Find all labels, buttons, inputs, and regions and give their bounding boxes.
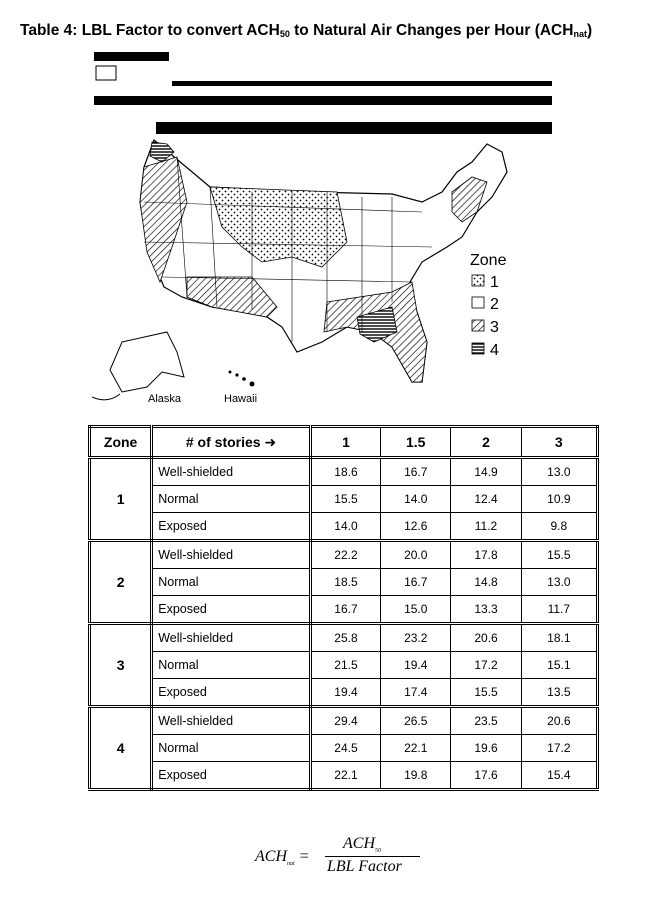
- factor-value-cell: 15.5: [451, 679, 521, 707]
- factor-value-cell: 22.1: [381, 735, 451, 762]
- alaska-label: Alaska: [148, 393, 182, 405]
- factor-value-cell: 21.5: [310, 652, 380, 679]
- stories-3-header: 3: [521, 427, 597, 458]
- formula-fraction-bar: [325, 856, 420, 857]
- factor-value-cell: 12.4: [451, 486, 521, 513]
- zone-legend: [470, 252, 507, 359]
- table-row: [90, 735, 598, 762]
- factor-value-cell: 17.2: [451, 652, 521, 679]
- exposure-cell: Exposed: [152, 679, 311, 707]
- factor-value-cell: 12.6: [381, 513, 451, 541]
- factor-value-cell: 19.6: [451, 735, 521, 762]
- factor-value-cell: 29.4: [310, 707, 380, 735]
- factor-value-cell: 11.2: [451, 513, 521, 541]
- zone-column-header: Zone: [90, 427, 152, 458]
- factor-value-cell: 22.2: [310, 541, 380, 569]
- alaska-shape: [110, 332, 184, 392]
- factor-value-cell: 15.4: [521, 762, 597, 790]
- factor-value-cell: 13.5: [521, 679, 597, 707]
- factor-value-cell: 15.5: [310, 486, 380, 513]
- legend-swatch-zone-1: [472, 275, 484, 286]
- factor-value-cell: 13.0: [521, 569, 597, 596]
- legend-title: Zone: [470, 252, 507, 269]
- factor-value-cell: 17.8: [451, 541, 521, 569]
- table-header-row: [90, 427, 598, 458]
- stories-column-header: # of stories ➜: [152, 427, 311, 458]
- zone-cell: 4: [90, 707, 152, 790]
- exposure-cell: Exposed: [152, 762, 311, 790]
- legend-label-zone-3: 3: [490, 319, 499, 336]
- factor-value-cell: 18.6: [310, 458, 380, 486]
- legend-label-zone-1: 1: [490, 274, 499, 291]
- factor-value-cell: 16.7: [381, 458, 451, 486]
- exposure-cell: Normal: [152, 652, 311, 679]
- factor-value-cell: 25.8: [310, 624, 380, 652]
- factor-value-cell: 9.8: [521, 513, 597, 541]
- exposure-cell: Normal: [152, 569, 311, 596]
- exposure-cell: Well-shielded: [152, 541, 311, 569]
- factor-value-cell: 13.3: [451, 596, 521, 624]
- lbl-factor-table: [88, 425, 599, 791]
- factor-value-cell: 14.0: [381, 486, 451, 513]
- legend-swatch-zone-4: [472, 343, 484, 354]
- legend-label-zone-2: 2: [490, 296, 499, 313]
- factor-value-cell: 17.6: [451, 762, 521, 790]
- table-row: [90, 679, 598, 707]
- factor-value-cell: 11.7: [521, 596, 597, 624]
- factor-value-cell: 16.7: [381, 569, 451, 596]
- zone-cell: 3: [90, 624, 152, 707]
- factor-value-cell: 18.1: [521, 624, 597, 652]
- table-row: [90, 569, 598, 596]
- factor-value-cell: 15.1: [521, 652, 597, 679]
- hawaii-label: Hawaii: [224, 393, 258, 405]
- exposure-cell: Well-shielded: [152, 458, 311, 486]
- table-row: [90, 596, 598, 624]
- table-row: [90, 541, 598, 569]
- table-row: [90, 513, 598, 541]
- factor-value-cell: 16.7: [310, 596, 380, 624]
- exposure-cell: Well-shielded: [152, 707, 311, 735]
- factor-value-cell: 26.5: [381, 707, 451, 735]
- table-row: [90, 652, 598, 679]
- stories-2-header: 2: [451, 427, 521, 458]
- table-row: [90, 707, 598, 735]
- factor-value-cell: 10.9: [521, 486, 597, 513]
- stories-1-5-header: 1.5: [381, 427, 451, 458]
- exposure-cell: Exposed: [152, 596, 311, 624]
- factor-value-cell: 14.8: [451, 569, 521, 596]
- factor-value-cell: 23.5: [451, 707, 521, 735]
- factor-value-cell: 23.2: [381, 624, 451, 652]
- hawaii-islands: [229, 371, 255, 387]
- scan-artifact-bars: [94, 52, 552, 134]
- factor-value-cell: 19.8: [381, 762, 451, 790]
- factor-value-cell: 20.0: [381, 541, 451, 569]
- table-row: [90, 624, 598, 652]
- factor-value-cell: 17.4: [381, 679, 451, 707]
- factor-value-cell: 15.5: [521, 541, 597, 569]
- alaska-tail: [92, 394, 120, 400]
- page-title: Table 4: LBL Factor to convert $ACH_{50}$ to Natural Air Changes per Hour $(ACH_{nat})$: [20, 22, 593, 39]
- factor-value-cell: 19.4: [381, 652, 451, 679]
- zone-cell: 1: [90, 458, 152, 541]
- factor-value-cell: 18.5: [310, 569, 380, 596]
- factor-value-cell: 15.0: [381, 596, 451, 624]
- factor-value-cell: 17.2: [521, 735, 597, 762]
- legend-swatch-zone-2: [472, 297, 484, 308]
- factor-value-cell: 13.0: [521, 458, 597, 486]
- factor-value-cell: 24.5: [310, 735, 380, 762]
- formula-lhs: $ACH_{nat}$ =: [255, 848, 310, 868]
- table-row: [90, 486, 598, 513]
- exposure-cell: Normal: [152, 735, 311, 762]
- formula-denominator: LBL Factor: [327, 858, 402, 875]
- factor-value-cell: 20.6: [521, 707, 597, 735]
- legend-swatch-zone-3: [472, 320, 484, 331]
- stories-1-header: 1: [310, 427, 380, 458]
- table-body: [90, 458, 598, 790]
- formula-numerator: $ACH_{50}$: [343, 835, 381, 855]
- exposure-cell: Normal: [152, 486, 311, 513]
- exposure-cell: Exposed: [152, 513, 311, 541]
- factor-value-cell: 14.9: [451, 458, 521, 486]
- exposure-cell: Well-shielded: [152, 624, 311, 652]
- factor-value-cell: 22.1: [310, 762, 380, 790]
- legend-label-zone-4: 4: [490, 342, 499, 359]
- climate-zone-map: [92, 52, 554, 408]
- factor-value-cell: 14.0: [310, 513, 380, 541]
- table-row: [90, 762, 598, 790]
- table-row: [90, 458, 598, 486]
- factor-value-cell: 19.4: [310, 679, 380, 707]
- zone-cell: 2: [90, 541, 152, 624]
- factor-value-cell: 20.6: [451, 624, 521, 652]
